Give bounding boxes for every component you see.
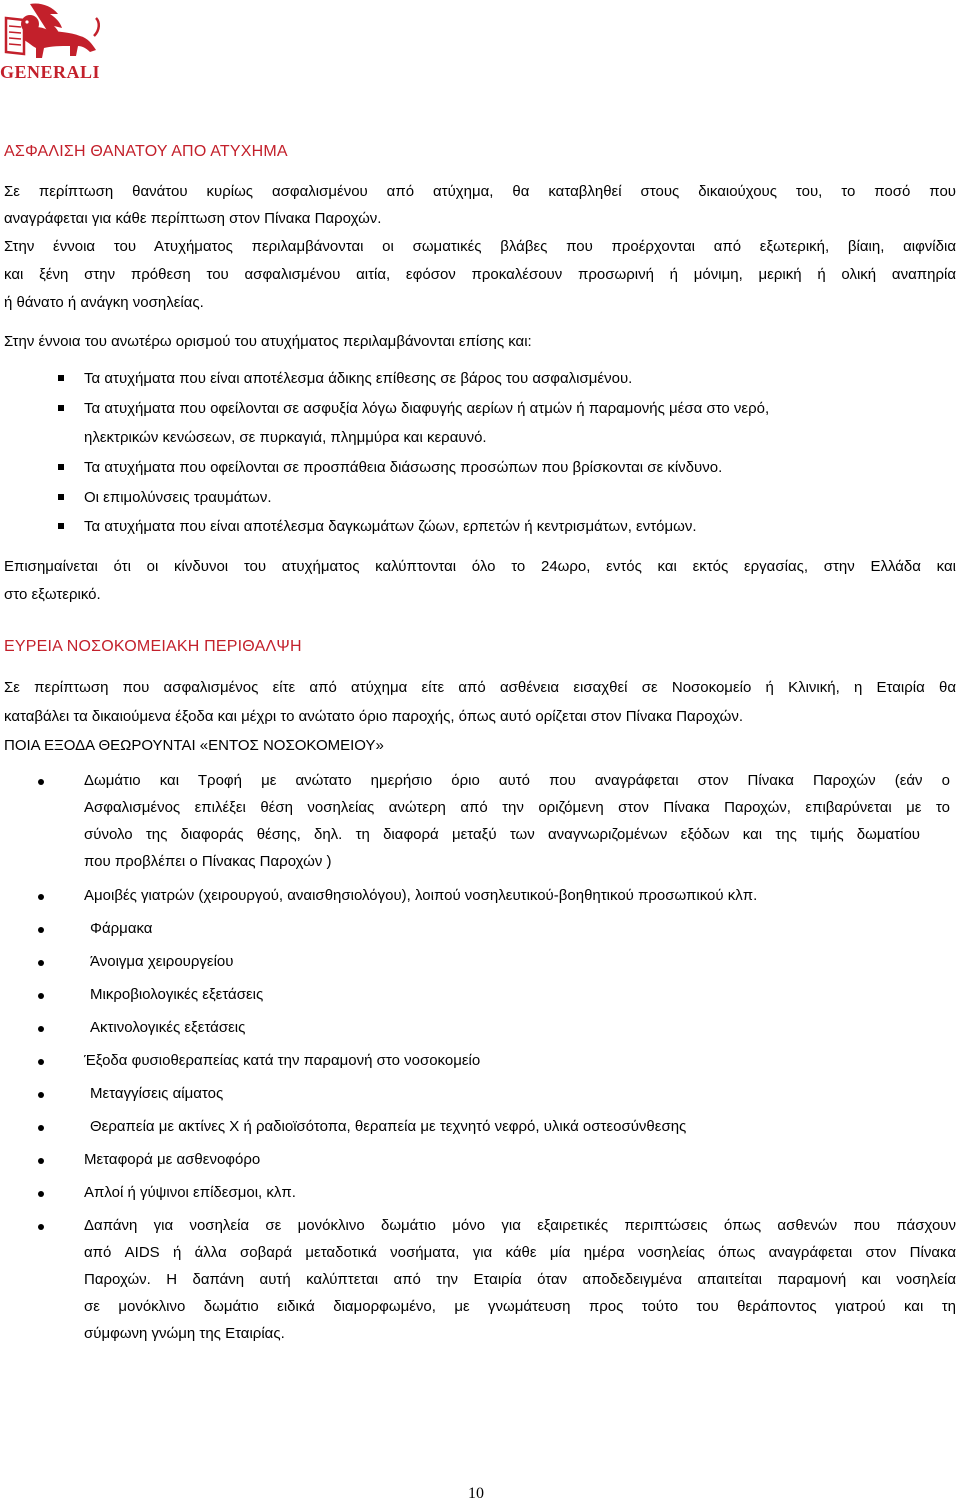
paragraph-line: ή θάνατο ή ανάγκη νοσηλείας. <box>4 294 204 311</box>
square-bullet-icon <box>58 494 64 500</box>
section-heading-hospital-care <box>4 638 302 656</box>
paragraph-line: Σε περίπτωση θανάτου κυρίως ασφαλισμένου από ατύχημα, θα καταβληθεί στους δικαιούχους του, το ποσό που <box>4 183 956 200</box>
page-number: 10 <box>468 1485 484 1502</box>
list-item: Τα ατυχήματα που είναι αποτέλεσμα άδικης επίθεσης σε βάρος του ασφαλισμένου. <box>84 370 633 387</box>
list-item: Μεταγγίσεις αίματος <box>90 1085 224 1102</box>
list-item: Τα ατυχήματα που είναι αποτέλεσμα δαγκωμάτων ζώων, ερπετών ή κεντρισμάτων, εντόμων. <box>84 518 697 535</box>
list-item: που προβλέπει ο Πίνακας Παροχών ) <box>84 853 332 870</box>
square-bullet-icon <box>58 375 64 381</box>
list-item: Παροχών. Η δαπάνη αυτή καλύπτεται από την Εταιρία όταν αποδεδειγμένα απαιτείται παραμονή και νοσηλεία <box>84 1271 956 1288</box>
paragraph-line: Σε περίπτωση που ασφαλισμένος είτε από ατύχημα είτε από ασθένεια εισαχθεί σε Νοσοκομείο ή Κλινική, η Εταιρία θα <box>4 679 956 696</box>
section-title: ΕΥΡΕΙΑ ΝΟΣΟΚΟΜΕΙΑΚΗ ΠΕΡΙΘΑΛΨΗ <box>4 638 302 655</box>
square-bullet-icon <box>58 405 64 411</box>
paragraph-line: και ξένη στην πρόθεση του ασφαλισμένου αιτία, εφόσον προκαλέσουν προσωρινή ή μόνιμη, μερική ή ολική αναπηρία <box>4 266 956 283</box>
list-item: ηλεκτρικών κενώσεων, σε πυρκαγιά, πλημμύρα και κεραυνό. <box>84 429 487 446</box>
paragraph-line: Επισημαίνεται ότι οι κίνδυνοι του ατυχήματος καλύπτονται όλο το 24ωρο, εντός και εκτός εργασίας, στην Ελλάδα και <box>4 558 956 575</box>
square-bullet-icon <box>58 464 64 470</box>
round-bullet-icon <box>38 960 44 966</box>
winged-lion-icon <box>0 0 104 62</box>
subheading: ΠΟΙΑ ΕΞΟΔΑ ΘΕΩΡΟΥΝΤΑΙ «ΕΝΤΟΣ ΝΟΣΟΚΟΜΕΙΟΥ» <box>4 737 384 754</box>
round-bullet-icon <box>38 1059 44 1065</box>
list-item: σύνολο της διαφοράς θέσης, δηλ. τη διαφορά μεταξύ των αναγνωριζομένων εξόδων και της τιμής δωματίου <box>84 826 920 843</box>
round-bullet-icon <box>38 779 44 785</box>
paragraph-line: αναγράφεται για κάθε περίπτωση στον Πίνακα Παροχών. <box>4 210 382 227</box>
list-item: Μεταφορά με ασθενοφόρο <box>84 1151 261 1168</box>
list-item: Ακτινολογικές εξετάσεις <box>90 1019 246 1036</box>
list-item: Θεραπεία με ακτίνες Χ ή ραδιοϊσότοπα, θεραπεία με τεχνητό νεφρό, υλικά οστεοσύνθεσης <box>90 1118 687 1135</box>
paragraph-line: Στην έννοια του Ατυχήματος περιλαμβάνονται οι σωματικές βλάβες που προέρχονται από εξωτερική, βίαιη, αιφνίδια <box>4 238 956 255</box>
list-item: Ασφαλισμένος επιλέξει θέση νοσηλείας ανώτερη από την οριζόμενη στον Πίνακα Παροχών, επιβαρύνεται με το <box>84 799 950 816</box>
round-bullet-icon <box>38 993 44 999</box>
list-item: Έξοδα φυσιοθεραπείας κατά την παραμονή στο νοσοκομείο <box>84 1052 481 1069</box>
round-bullet-icon <box>38 1158 44 1164</box>
list-item: σε μονόκλινο δωμάτιο ειδικά διαμορφωμένο, με γνωμάτευση προς τούτο του θεράποντος γιατρού και τη <box>84 1298 956 1315</box>
round-bullet-icon <box>38 894 44 900</box>
section-title: ΑΣΦΑΛΙΣΗ ΘΑΝΑΤΟΥ ΑΠΟ ΑΤΥΧΗΜΑ <box>4 143 288 160</box>
round-bullet-icon <box>38 1125 44 1131</box>
paragraph-line: καταβάλει τα δικαιούμενα έξοδα και μέχρι το ανώτατο όριο παροχής, όπως αυτό ορίζεται στον Πίνακα Παροχών. <box>4 708 744 725</box>
round-bullet-icon <box>38 1224 44 1230</box>
section-heading-accident-death <box>4 143 288 161</box>
square-bullet-icon <box>58 523 64 529</box>
list-item: Δωμάτιο και Τροφή με ανώτατο ημερήσιο όριο αυτό που αναγράφεται στον Πίνακα Παροχών (εάν ο <box>84 772 950 789</box>
list-item: Άνοιγμα χειρουργείου <box>90 953 234 970</box>
list-item: Φάρμακα <box>90 920 153 937</box>
list-item: Μικροβιολογικές εξετάσεις <box>90 986 264 1003</box>
list-item: Απλοί ή γύψινοι επίδεσμοι, κλπ. <box>84 1184 296 1201</box>
round-bullet-icon <box>38 1026 44 1032</box>
round-bullet-icon <box>38 1092 44 1098</box>
list-item: Δαπάνη για νοσηλεία σε μονόκλινο δωμάτιο μόνο για εξαιρετικές περιπτώσεις όπως ασθενών που πάσχουν <box>84 1217 956 1234</box>
list-item: από AIDS ή άλλα σοβαρά μεταδοτικά νοσήματα, για κάθε μία ημέρα νοσηλείας όπως αναγράφεται στον Πίνακα <box>84 1244 956 1261</box>
list-item: Αμοιβές γιατρών (χειρουργού, αναισθησιολόγου), λοιπού νοσηλευτικού-βοηθητικού προσωπικού κλπ. <box>84 887 758 904</box>
list-item: Τα ατυχήματα που οφείλονται σε προσπάθεια διάσωσης προσώπων που βρίσκονται σε κίνδυνο. <box>84 459 723 476</box>
round-bullet-icon <box>38 927 44 933</box>
paragraph-line: Στην έννοια του ανωτέρω ορισμού του ατυχήματος περιλαμβάνονται επίσης και: <box>4 333 532 350</box>
round-bullet-icon <box>38 1191 44 1197</box>
logo-wordmark: GENERALI <box>0 62 101 82</box>
paragraph-line: στο εξωτερικό. <box>4 586 101 603</box>
list-item: Οι επιμολύνσεις τραυμάτων. <box>84 489 272 506</box>
list-item: Τα ατυχήματα που οφείλονται σε ασφυξία λόγω διαφυγής αερίων ή ατμών ή παραμονής μέσα στο νερό, <box>84 400 770 417</box>
generali-logo <box>0 0 104 84</box>
list-item: σύμφωνη γνώμη της Εταιρίας. <box>84 1325 285 1342</box>
